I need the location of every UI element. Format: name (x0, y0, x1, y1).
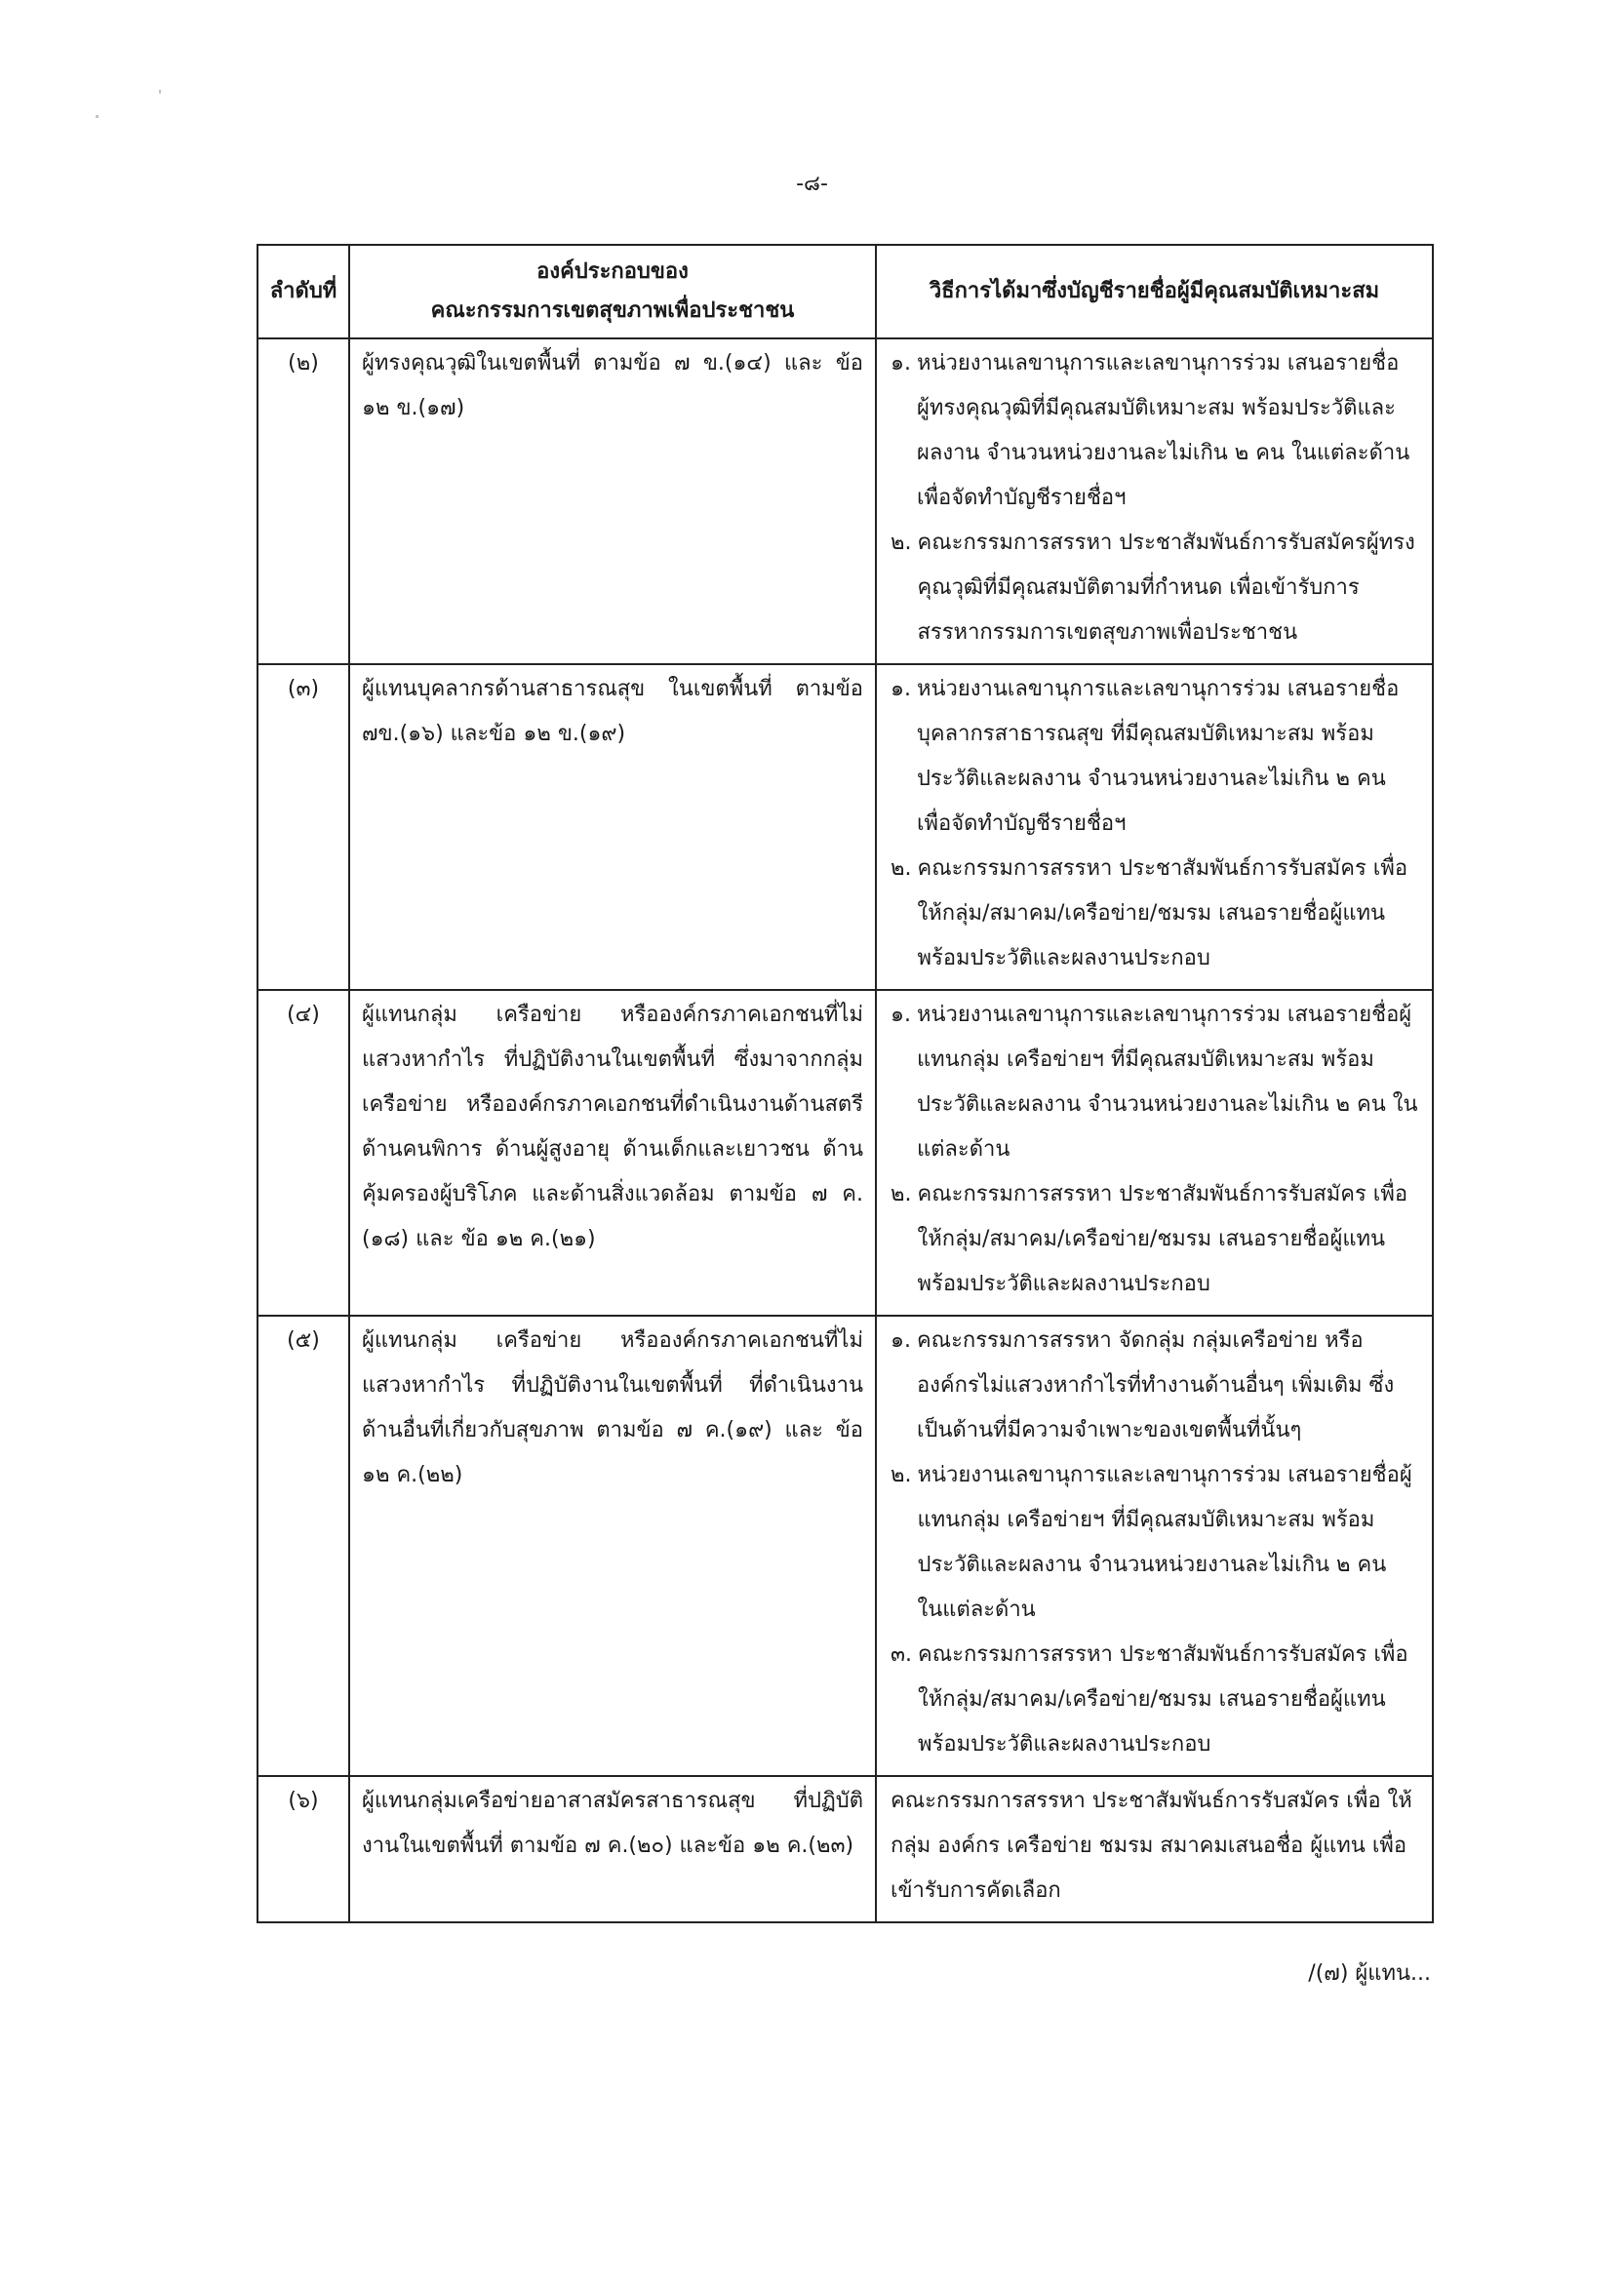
row-number: (๖) (257, 1776, 349, 1922)
method-item-number: ๑. (891, 677, 911, 701)
method-item (891, 847, 1418, 981)
header-method: วิธีการได้มาซึ่งบัญชีรายชื่อผู้มีคุณสมบัติเหมาะสม (876, 245, 1433, 338)
method-cell (876, 338, 1433, 664)
table-row (257, 664, 1433, 990)
continuation-text: /(๗) ผู้แทน... (1308, 1961, 1431, 1986)
table-row (257, 1316, 1433, 1776)
table-row (257, 990, 1433, 1316)
row-number: (๓) (257, 664, 349, 990)
method-item (891, 993, 1418, 1172)
method-item-number: ๒. (891, 1463, 912, 1487)
method-item (891, 1633, 1418, 1767)
method-cell (876, 1776, 1433, 1922)
method-item-text: หน่วยงานเลขานุการและเลขานุการร่วม เสนอรายชื่อผู้แทนกลุ่ม เครือข่ายฯ ที่มีคุณสมบัติเหมาะสม พร้อมประวัติและผลงาน จำนวนหน่วยงานละไม่เกิน ๒ คน ในแต่ละด้าน (917, 1463, 1412, 1622)
scan-mark (96, 115, 99, 118)
method-item (891, 521, 1418, 655)
component-cell: ผู้แทนกลุ่ม เครือข่าย หรือองค์กรภาคเอกชนที่ไม่แสวงหากำไร ที่ปฏิบัติงานในเขตพื้นที่ ที่ดำเนินงานด้านอื่นที่เกี่ยวกับสุขภาพ ตามข้อ ๗ ค.(๑๙) และ ข้อ ๑๒ ค.(๒๒) (349, 1316, 876, 1776)
method-item-text: คณะกรรมการสรรหา จัดกลุ่ม กลุ่มเครือข่าย หรือองค์กรไม่แสวงหากำไรที่ทำงานด้านอื่นๆ เพิ่มเติม ซึ่งเป็นด้านที่มีความจำเพาะของเขตพื้นที่นั้นๆ (916, 1328, 1395, 1442)
method-item-text: คณะกรรมการสรรหา ประชาสัมพันธ์การรับสมัคร เพื่อให้กลุ่ม/สมาคม/เครือข่าย/ชมรม เสนอรายชื่อผู้แทน พร้อมประวัติและผลงานประกอบ (917, 1182, 1408, 1296)
method-item-number: ๑. (891, 1328, 911, 1353)
method-item-number: ๒. (891, 1182, 912, 1206)
method-item-text: คณะกรรมการสรรหา ประชาสัมพันธ์การรับสมัคร เพื่อให้กลุ่ม/สมาคม/เครือข่าย/ชมรม เสนอรายชื่อผู้แทน พร้อมประวัติและผลงานประกอบ (917, 856, 1408, 970)
method-item-text: คณะกรรมการสรรหา ประชาสัมพันธ์การรับสมัคร เพื่อ ให้กลุ่ม องค์กร เครือข่าย ชมรม สมาคมเสนอชื่อ ผู้แทน เพื่อเข้ารับการคัดเลือก (891, 1789, 1412, 1903)
component-cell: ผู้แทนกลุ่มเครือข่ายอาสาสมัครสาธารณสุข ที่ปฏิบัติงานในเขตพื้นที่ ตามข้อ ๗ ค.(๒๐) และข้อ ๑๒ ค.(๒๓) (349, 1776, 876, 1922)
header-no: ลำดับที่ (257, 245, 349, 338)
method-item-text: หน่วยงานเลขานุการและเลขานุการร่วม เสนอรายชื่อผู้ทรงคุณวุฒิที่มีคุณสมบัติเหมาะสม พร้อมประวัติและผลงาน จำนวนหน่วยงานละไม่เกิน ๒ คน ในแต่ละด้าน เพื่อจัดทำบัญชีรายชื่อฯ (916, 351, 1410, 510)
method-item-number: ๓. (891, 1642, 913, 1667)
component-cell: ผู้ทรงคุณวุฒิในเขตพื้นที่ ตามข้อ ๗ ข.(๑๔) และ ข้อ ๑๒ ข.(๑๗) (349, 338, 876, 664)
component-cell: ผู้แทนกลุ่ม เครือข่าย หรือองค์กรภาคเอกชนที่ไม่แสวงหากำไร ที่ปฏิบัติงานในเขตพื้นที่ ซึ่งมาจากกลุ่ม เครือข่าย หรือองค์กรภาคเอกชนที่ดำเนินงานด้านสตรี ด้านคนพิการ ด้านผู้สูงอายุ ด้านเด็กและเยาวชน ด้านคุ้มครองผู้บริโภค และด้านสิ่งแวดล้อม ตามข้อ ๗ ค. (๑๘) และ ข้อ ๑๒ ค.(๒๑) (349, 990, 876, 1316)
header-component-line2: คณะกรรมการเขตสุขภาพเพื่อประชาชน (430, 298, 795, 323)
method-cell (876, 1316, 1433, 1776)
method-item-number: ๒. (891, 856, 912, 881)
method-item (891, 1779, 1418, 1914)
method-item (891, 1453, 1418, 1633)
method-item (891, 341, 1418, 521)
row-number: (๔) (257, 990, 349, 1316)
table-row (257, 1776, 1433, 1922)
method-item-text: คณะกรรมการสรรหา ประชาสัมพันธ์การรับสมัครผู้ทรงคุณวุฒิที่มีคุณสมบัติตามที่กำหนด เพื่อเข้ารับการสรรหากรรมการเขตสุขภาพเพื่อประชาชน (917, 531, 1415, 645)
component-cell: ผู้แทนบุคลากรด้านสาธารณสุข ในเขตพื้นที่ ตามข้อ ๗ข.(๑๖) และข้อ ๑๒ ข.(๑๙) (349, 664, 876, 990)
row-number: (๒) (257, 338, 349, 664)
method-item-text: คณะกรรมการสรรหา ประชาสัมพันธ์การรับสมัคร เพื่อให้กลุ่ม/สมาคม/เครือข่าย/ชมรม เสนอรายชื่อผู้แทน พร้อมประวัติและผลงานประกอบ (918, 1642, 1408, 1757)
method-item-text: หน่วยงานเลขานุการและเลขานุการร่วม เสนอรายชื่อบุคลากรสาธารณสุข ที่มีคุณสมบัติเหมาะสม พร้อมประวัติและผลงาน จำนวนหน่วยงานละไม่เกิน ๒ คน เพื่อจัดทำบัญชีรายชื่อฯ (916, 677, 1400, 836)
method-table (257, 244, 1434, 1923)
method-item-number: ๑. (891, 1003, 911, 1027)
header-component (349, 245, 876, 338)
page-number: -๘- (796, 172, 828, 196)
scan-mark (159, 90, 161, 94)
method-item-text: หน่วยงานเลขานุการและเลขานุการร่วม เสนอรายชื่อผู้แทนกลุ่ม เครือข่ายฯ ที่มีคุณสมบัติเหมาะสม พร้อมประวัติและผลงาน จำนวนหน่วยงานละไม่เกิน ๒ คน ในแต่ละด้าน (916, 1003, 1418, 1162)
method-item-number: ๒. (891, 531, 912, 555)
method-item (891, 1172, 1418, 1307)
table-header-row (257, 245, 1433, 338)
method-cell (876, 990, 1433, 1316)
header-component-line1: องค์ประกอบของ (536, 259, 689, 284)
method-item (891, 667, 1418, 847)
table-row (257, 338, 1433, 664)
row-number: (๕) (257, 1316, 349, 1776)
method-cell (876, 664, 1433, 990)
method-item (891, 1319, 1418, 1453)
method-item-number: ๑. (891, 351, 911, 375)
